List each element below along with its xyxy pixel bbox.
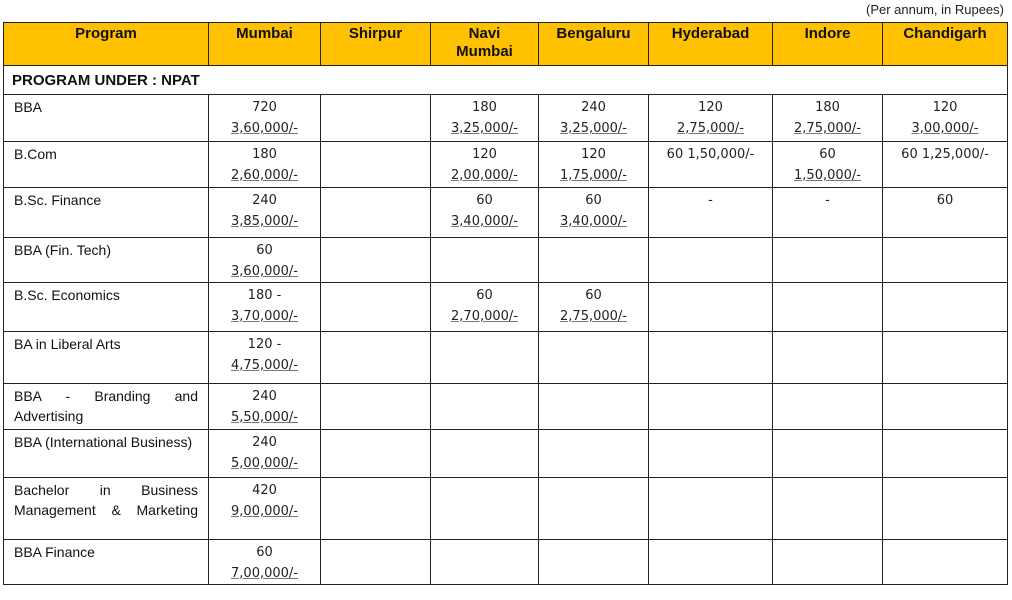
fee-cell — [209, 283, 321, 332]
fee-cell — [883, 142, 1008, 188]
seats-value: 120 — [472, 147, 497, 162]
fee-value: 3,60,000/- — [231, 264, 298, 279]
fee-value: 7,00,000/- — [231, 566, 298, 581]
header-row — [4, 23, 1008, 66]
fee-cell — [773, 283, 883, 332]
fee-cell — [539, 430, 649, 478]
fee-value: 3,25,000/- — [560, 121, 627, 136]
seats-value: 60 — [585, 288, 602, 303]
seats-value: 60 — [476, 193, 493, 208]
fee-cell — [773, 188, 883, 238]
fee-cell — [209, 238, 321, 283]
fee-cell — [431, 188, 539, 238]
seats-value: 60 1,50,000/- — [666, 147, 755, 162]
section-row — [4, 66, 1008, 95]
fee-value: 3,40,000/- — [560, 214, 627, 229]
fee-cell — [321, 540, 431, 585]
fee-cell — [773, 384, 883, 430]
fee-cell — [431, 283, 539, 332]
seats-value: 60 — [256, 545, 273, 560]
col-header-mumbai: Mumbai — [209, 23, 321, 66]
fee-cell — [321, 430, 431, 478]
seats-value: 180 - — [247, 288, 282, 303]
fee-cell — [649, 283, 773, 332]
seats-value: 60 1,25,000/- — [901, 147, 989, 162]
fee-cell — [773, 332, 883, 384]
fee-cell — [431, 384, 539, 430]
fee-value: 2,75,000/- — [794, 121, 861, 136]
table-row — [4, 283, 1008, 332]
program-name: BBA (Fin. Tech) — [4, 238, 209, 283]
fee-cell — [539, 188, 649, 238]
fee-value: 4,75,000/- — [231, 358, 298, 373]
program-name: BBA (International Business) — [4, 430, 209, 478]
fee-cell — [321, 332, 431, 384]
fee-cell — [883, 478, 1008, 540]
fee-cell — [321, 478, 431, 540]
fee-value: 5,50,000/- — [231, 410, 298, 425]
seats-value: 60 — [585, 193, 602, 208]
fee-cell — [209, 188, 321, 238]
table-row — [4, 430, 1008, 478]
col-header-program: Program — [4, 23, 209, 66]
seats-value: 180 — [815, 100, 840, 115]
seats-value: 60 — [936, 193, 954, 208]
program-name: BBA — [4, 95, 209, 142]
table-row — [4, 540, 1008, 585]
fee-cell — [431, 142, 539, 188]
table-row — [4, 478, 1008, 540]
fee-cell — [209, 95, 321, 142]
table-row — [4, 142, 1008, 188]
fee-cell — [649, 384, 773, 430]
fee-cell — [539, 540, 649, 585]
seats-value: 720 — [252, 100, 277, 115]
fee-cell — [321, 142, 431, 188]
fee-cell — [431, 478, 539, 540]
fee-cell — [649, 238, 773, 283]
program-name: B.Sc. Economics — [4, 283, 209, 332]
fee-value: 1,50,000/- — [794, 168, 861, 183]
fee-cell — [649, 332, 773, 384]
fee-cell — [431, 238, 539, 283]
seats-value: 180 — [252, 147, 277, 162]
section-title: PROGRAM UNDER : NPAT — [4, 66, 1008, 95]
fee-value: 9,00,000/- — [231, 504, 298, 519]
fee-cell — [321, 283, 431, 332]
col-header-chandigarh: Chandigarh — [883, 23, 1008, 66]
fee-cell — [321, 384, 431, 430]
seats-value: - — [708, 193, 713, 208]
program-name: B.Com — [4, 142, 209, 188]
fee-unit-note: (Per annum, in Rupees) — [865, 2, 1004, 17]
table-row — [4, 188, 1008, 238]
fee-value: 2,00,000/- — [451, 168, 518, 183]
seats-value: 120 — [581, 147, 606, 162]
program-name: B.Sc. Finance — [4, 188, 209, 238]
seats-value: 180 — [472, 100, 497, 115]
seats-value: 60 — [256, 243, 273, 258]
fee-value: 2,60,000/- — [231, 168, 298, 183]
fee-cell — [773, 478, 883, 540]
fee-cell — [649, 95, 773, 142]
fee-cell — [209, 384, 321, 430]
fee-cell — [649, 188, 773, 238]
seats-value: - — [825, 193, 830, 208]
program-name: BA in Liberal Arts — [4, 332, 209, 384]
fee-value: 3,85,000/- — [231, 214, 298, 229]
fee-cell — [321, 238, 431, 283]
fee-value: 3,00,000/- — [911, 121, 979, 136]
fee-cell — [649, 540, 773, 585]
fee-cell — [883, 384, 1008, 430]
fee-value: 5,00,000/- — [231, 456, 298, 471]
fee-cell — [539, 478, 649, 540]
program-name: Bachelor in Business Management & Marketing — [4, 478, 209, 540]
seats-value: 420 — [252, 483, 277, 498]
fee-value: 3,25,000/- — [451, 121, 518, 136]
seats-value: 240 — [252, 435, 277, 450]
fee-cell — [209, 142, 321, 188]
fee-cell — [649, 478, 773, 540]
seats-value: 120 — [698, 100, 723, 115]
fee-cell — [431, 332, 539, 384]
fee-cell — [539, 332, 649, 384]
col-header-navi-mumbai: Navi Mumbai — [431, 23, 539, 66]
fee-value: 2,70,000/- — [451, 309, 518, 324]
fee-cell — [883, 95, 1008, 142]
fee-cell — [209, 540, 321, 585]
fee-table — [3, 22, 1008, 585]
fee-cell — [539, 95, 649, 142]
col-header-shirpur: Shirpur — [321, 23, 431, 66]
fee-value: 3,70,000/- — [231, 309, 298, 324]
fee-value: 3,60,000/- — [231, 121, 298, 136]
fee-value: 1,75,000/- — [560, 168, 627, 183]
fee-cell — [209, 430, 321, 478]
fee-value: 3,40,000/- — [451, 214, 518, 229]
fee-value: 2,75,000/- — [560, 309, 627, 324]
seats-value: 60 — [476, 288, 493, 303]
fee-cell — [321, 95, 431, 142]
fee-cell — [649, 142, 773, 188]
fee-cell — [539, 384, 649, 430]
table-row — [4, 332, 1008, 384]
col-header-hyderabad: Hyderabad — [649, 23, 773, 66]
col-header-bengaluru: Bengaluru — [539, 23, 649, 66]
fee-cell — [539, 283, 649, 332]
fee-cell — [773, 142, 883, 188]
fee-cell — [883, 332, 1008, 384]
table-row — [4, 384, 1008, 430]
fee-cell — [773, 238, 883, 283]
fee-cell — [431, 95, 539, 142]
table-row — [4, 95, 1008, 142]
fee-cell — [883, 283, 1008, 332]
fee-cell — [883, 188, 1008, 238]
fee-cell — [773, 95, 883, 142]
fee-cell — [649, 430, 773, 478]
seats-value: 240 — [252, 193, 277, 208]
fee-cell — [773, 430, 883, 478]
table-row — [4, 238, 1008, 283]
col-header-indore: Indore — [773, 23, 883, 66]
fee-cell — [883, 238, 1008, 283]
fee-cell — [539, 142, 649, 188]
fee-cell — [209, 478, 321, 540]
fee-cell — [773, 540, 883, 585]
fee-cell — [883, 430, 1008, 478]
fee-cell — [321, 188, 431, 238]
seats-value: 240 — [581, 100, 606, 115]
fee-cell — [431, 430, 539, 478]
fee-cell — [883, 540, 1008, 585]
seats-value: 60 — [819, 147, 836, 162]
fee-cell — [209, 332, 321, 384]
seats-value: 120 - — [247, 337, 282, 352]
fee-value: 2,75,000/- — [677, 121, 744, 136]
seats-value: 240 — [252, 389, 277, 404]
fee-cell — [431, 540, 539, 585]
seats-value: 120 — [932, 100, 958, 115]
program-name: BBA - Branding and Advertising — [4, 384, 209, 430]
fee-cell — [539, 238, 649, 283]
program-name: BBA Finance — [4, 540, 209, 585]
